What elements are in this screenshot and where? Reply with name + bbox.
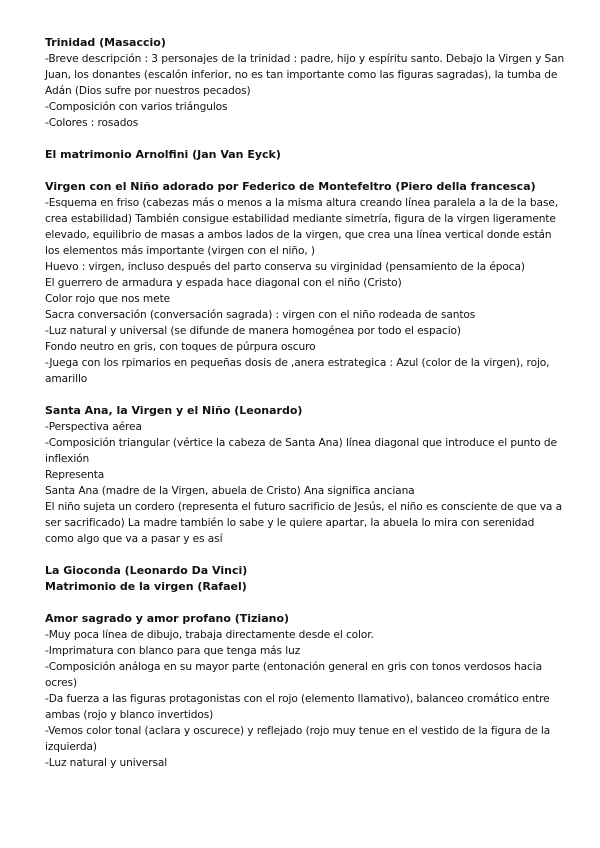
note-line: -Da fuerza a las figuras protagonistas con el rojo (elemento llamativo), balanceo cromático entre ambas (rojo y blanco invertidos) xyxy=(45,693,550,721)
note-line: -Luz natural y universal (se difunde de manera homogénea por todo el espacio) xyxy=(45,325,461,337)
section-tiziano xyxy=(45,611,565,771)
section-trinidad xyxy=(45,35,565,131)
note-line: -Juega con los rpimarios en pequeñas dosis de ,anera estrategica : Azul (color de la virgen), rojo, amarillo xyxy=(45,357,550,385)
section-heading: Trinidad (Masaccio) xyxy=(45,36,166,49)
note-line: -Vemos color tonal (aclara y oscurece) y reflejado (rojo muy tenue en el vestido de la figura de la izquierda) xyxy=(45,725,551,753)
note-line: -Imprimatura con blanco para que tenga más luz xyxy=(45,645,301,657)
note-line: -Composición triangular (vértice la cabeza de Santa Ana) línea diagonal que introduce el punto de inflexión xyxy=(45,437,557,465)
note-line: El guerrero de armadura y espada hace diagonal con el niño (Cristo) xyxy=(45,277,402,289)
section-heading: El matrimonio Arnolfini (Jan Van Eyck) xyxy=(45,148,281,161)
note-line: Santa Ana (madre de la Virgen, abuela de Cristo) Ana significa anciana xyxy=(45,485,415,497)
note-line: Fondo neutro en gris, con toques de púrpura oscuro xyxy=(45,341,316,353)
note-line: -Luz natural y universal xyxy=(45,757,168,769)
note-line: -Composición análoga en su mayor parte (entonación general en gris con tonos verdosos hacia ocres) xyxy=(45,661,543,689)
section-gioconda-rafael xyxy=(45,563,565,595)
section-heading: Santa Ana, la Virgen y el Niño (Leonardo) xyxy=(45,404,303,417)
note-line: -Breve descripción : 3 personajes de la trinidad : padre, hijo y espíritu santo. Debajo la Virgen y San Juan, los donantes (escalón inferior, no es tan importante como las figuras sagradas), la tumba de Adán (Dios sufre por nuestros pecados) xyxy=(45,53,565,97)
note-line: -Esquema en friso (cabezas más o menos a la misma altura creando línea paralela a la de la base, crea estabilidad) También consigue estabilidad mediante simetría, figura de la virgen ligeramente elevado, equilibrio de masas a ambos lados de la virgen, que crea una línea vertical donde están los elementos más importante (virgen con el niño, ) xyxy=(45,197,559,257)
note-line: Representa xyxy=(45,469,105,481)
note-line: El niño sujeta un cordero (representa el futuro sacrificio de Jesús, el niño es consciente de que va a ser sacrificado) La madre también lo sabe y le quiere apartar, la abuela lo mira con serenidad como algo que va a pasar y es así xyxy=(45,501,562,545)
section-montefeltro xyxy=(45,179,565,387)
document-page xyxy=(45,35,565,771)
section-heading: Amor sagrado y amor profano (Tiziano) xyxy=(45,612,290,625)
note-line: -Perspectiva aérea xyxy=(45,421,142,433)
note-line: -Composición con varios triángulos xyxy=(45,101,228,113)
note-line: Color rojo que nos mete xyxy=(45,293,171,305)
note-line: Huevo : virgen, incluso después del parto conserva su virginidad (pensamiento de la época) xyxy=(45,261,525,273)
section-santa-ana xyxy=(45,403,565,547)
note-line: -Muy poca línea de dibujo, trabaja directamente desde el color. xyxy=(45,629,374,641)
note-line: -Colores : rosados xyxy=(45,117,139,129)
section-arnolfini xyxy=(45,147,565,163)
note-line: Sacra conversación (conversación sagrada) : virgen con el niño rodeada de santos xyxy=(45,309,476,321)
section-heading: Virgen con el Niño adorado por Federico de Montefeltro (Piero della francesca) xyxy=(45,180,536,193)
section-heading: La Gioconda (Leonardo Da Vinci) xyxy=(45,564,248,577)
section-heading: Matrimonio de la virgen (Rafael) xyxy=(45,580,247,593)
